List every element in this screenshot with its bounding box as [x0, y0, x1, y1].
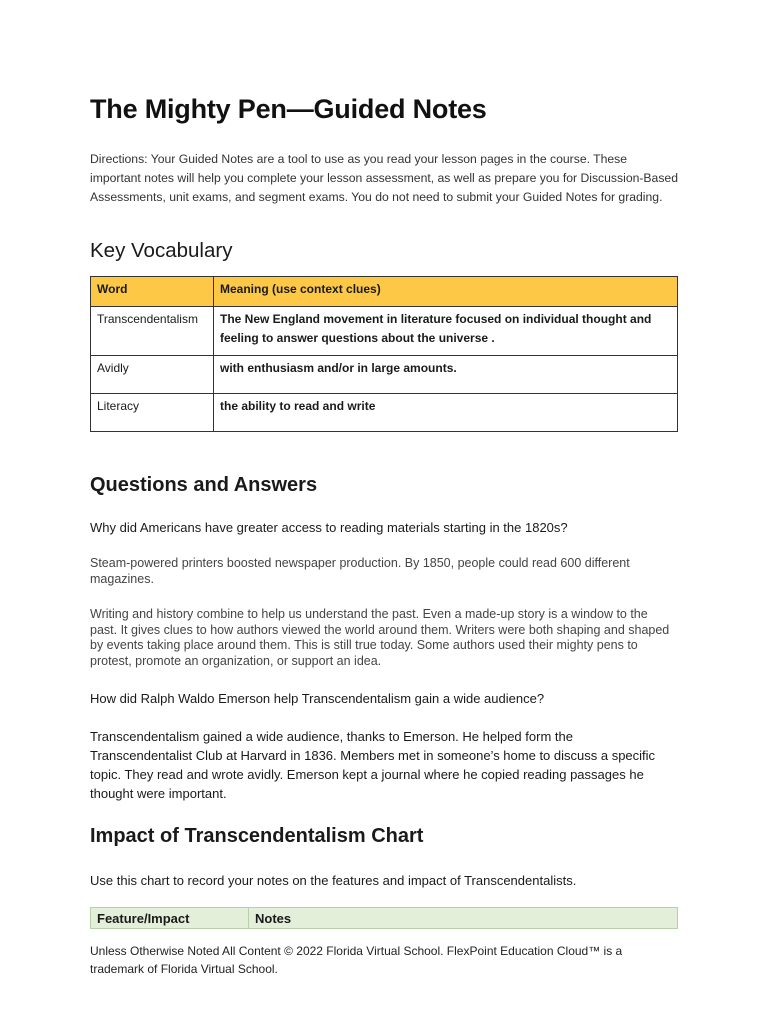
word-column-header: Word	[91, 277, 214, 307]
impact-instruction: Use this chart to record your notes on the features and impact of Transcendentalists.	[90, 873, 577, 888]
answer-1[interactable]: Steam-powered printers boosted newspaper production. By 1850, people could read 600 different magazines.	[90, 556, 630, 586]
meaning-column-header: Meaning (use context clues)	[214, 277, 678, 307]
word-cell: Literacy	[91, 394, 214, 432]
meaning-cell[interactable]: the ability to read and write	[214, 394, 678, 432]
answer-2[interactable]: Transcendentalism gained a wide audience, thanks to Emerson. He helped form the Transcendentalist Club at Harvard in 1836. Members met in someone’s home to discuss a specific topic. They read and wrote avidly. Emerson kept a journal where he copied reading passages he thought were important.	[90, 729, 656, 801]
impact-chart-heading: Impact of Transcendentalism Chart	[90, 825, 424, 847]
meaning-cell[interactable]: The New England movement in literature focused on individual thought and feeling to answer questions about the universe .	[214, 307, 678, 356]
feature-impact-column-header: Feature/Impact	[91, 908, 249, 929]
table-row	[91, 356, 678, 394]
word-cell: Transcendentalism	[91, 307, 214, 356]
word-cell: Avidly	[91, 356, 214, 394]
question-2: How did Ralph Waldo Emerson help Transcendentalism gain a wide audience?	[90, 691, 545, 706]
page-title: The Mighty Pen—Guided Notes	[90, 94, 487, 124]
meaning-cell[interactable]: with enthusiasm and/or in large amounts.	[214, 356, 678, 394]
impact-chart-table	[90, 907, 678, 929]
table-row	[91, 394, 678, 432]
answer-1-continued[interactable]: Writing and history combine to help us understand the past. Even a made-up story is a window to the past. It gives clues to how authors viewed the world around them. Writers were both shaping and shaped by events taking place around them. This is still true today. Some authors used their mighty pens to protest, promote an organization, or support an idea.	[90, 607, 670, 668]
notes-column-header: Notes	[249, 908, 678, 929]
key-vocabulary-heading: Key Vocabulary	[90, 239, 233, 262]
questions-answers-heading: Questions and Answers	[90, 474, 318, 496]
table-header-row	[91, 277, 678, 307]
table-row	[91, 307, 678, 356]
copyright-footer: Unless Otherwise Noted All Content © 2022 Florida Virtual School. FlexPoint Education Cloud™ is a trademark of Florida Virtual School.	[90, 944, 623, 976]
directions-text: Directions: Your Guided Notes are a tool to use as you read your lesson pages in the course. These important notes will help you complete your lesson assessment, as well as prepare you for Discussion-Based Assessments, unit exams, and segment exams. You do not need to submit your Guided Notes for grading.	[90, 152, 678, 204]
table-header-row	[91, 908, 678, 929]
question-1: Why did Americans have greater access to reading materials starting in the 1820s?	[90, 520, 568, 535]
vocabulary-table	[90, 276, 678, 432]
